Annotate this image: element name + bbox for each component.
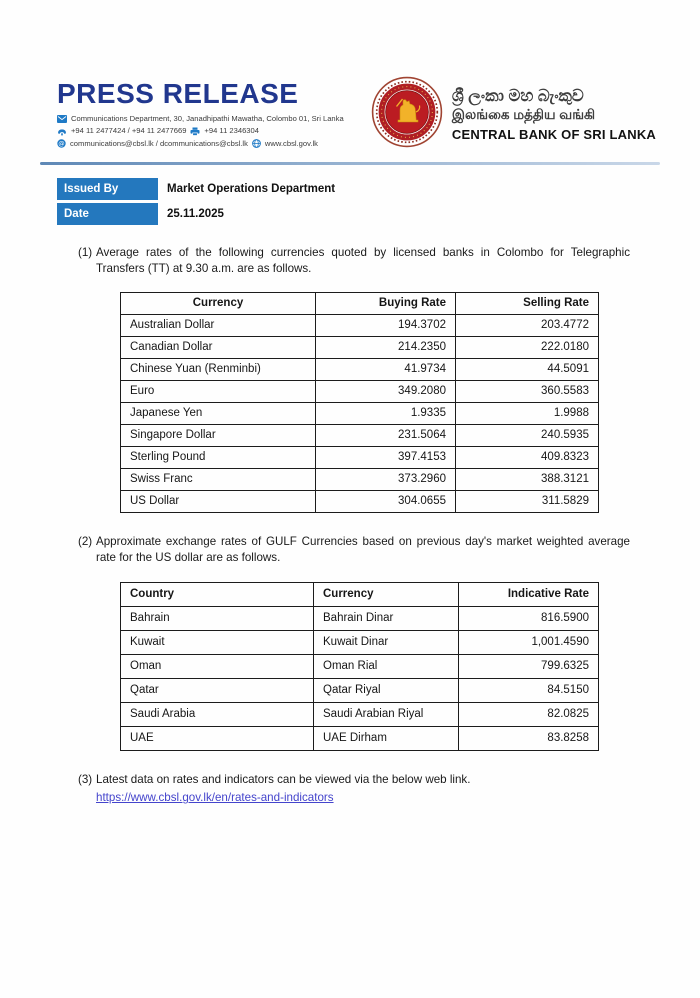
- table-cell: 82.0825: [459, 702, 599, 726]
- table-row: [121, 630, 599, 654]
- table-cell: Qatar Riyal: [314, 678, 459, 702]
- table-row: [121, 702, 599, 726]
- table-cell: 349.2080: [316, 380, 456, 402]
- issued-by-label: Issued By: [57, 178, 158, 200]
- table-cell: 311.5829: [456, 490, 599, 512]
- table-row: [121, 402, 599, 424]
- table-cell: Euro: [121, 380, 316, 402]
- table-row: [121, 726, 599, 750]
- table-cell: 1,001.4590: [459, 630, 599, 654]
- header-divider: [40, 162, 660, 165]
- table-cell: 1.9335: [316, 402, 456, 424]
- globe-icon: [252, 139, 261, 148]
- table-cell: Australian Dollar: [121, 314, 316, 336]
- contact-address-line: [57, 115, 344, 123]
- table-cell: 304.0655: [316, 490, 456, 512]
- table-cell: 214.2350: [316, 336, 456, 358]
- table-row: [121, 336, 599, 358]
- paragraph-3-number: (3): [78, 772, 93, 786]
- svg-text:@: @: [58, 140, 65, 148]
- column-header-currency: Currency: [121, 292, 316, 314]
- paragraph-2-text: Approximate exchange rates of GULF Currencies based on previous day's market weighted average rate for the US dollar are as follows.: [96, 534, 630, 565]
- table-cell: 360.5583: [456, 380, 599, 402]
- table-cell: 231.5064: [316, 424, 456, 446]
- bank-name-english: CENTRAL BANK OF SRI LANKA: [451, 126, 656, 142]
- table-cell: 240.5935: [456, 424, 599, 446]
- column-header-selling-rate: Selling Rate: [456, 292, 599, 314]
- table-cell: Bahrain: [121, 606, 314, 630]
- table-cell: Sterling Pound: [121, 446, 316, 468]
- table-cell: Saudi Arabia: [121, 702, 314, 726]
- paragraph-3-text: Latest data on rates and indicators can be viewed via the below web link.: [96, 772, 471, 786]
- table-header-row: [121, 292, 599, 314]
- table-row: [121, 468, 599, 490]
- contact-phones: +94 11 2477424 / +94 11 2477669: [71, 126, 187, 136]
- gulf-rates-table: [120, 582, 599, 751]
- meta-block: [57, 178, 700, 225]
- contact-address: Communications Department, 30, Janadhipathi Mawatha, Colombo 01, Sri Lanka: [71, 114, 344, 124]
- table-cell: 203.4772: [456, 314, 599, 336]
- tt-rates-table: [120, 292, 599, 513]
- table-cell: Bahrain Dinar: [314, 606, 459, 630]
- table-row: [121, 358, 599, 380]
- table-row: [121, 424, 599, 446]
- date-row: [57, 203, 700, 225]
- paragraph-1-text: Average rates of the following currencies quoted by licensed banks in Colombo for Telegraphic Transfers (TT) at 9.30 a.m. are as follows.: [96, 246, 630, 276]
- table-cell: Singapore Dollar: [121, 424, 316, 446]
- table-row: [121, 446, 599, 468]
- table-row: [121, 606, 599, 630]
- date-label: Date: [57, 203, 158, 225]
- email-at-icon: [57, 139, 66, 148]
- table-cell: US Dollar: [121, 490, 316, 512]
- paragraph-1-number: (1): [78, 246, 93, 259]
- contact-fax: +94 11 2346304: [204, 126, 259, 136]
- document-header: [0, 0, 700, 153]
- page-title: PRESS RELEASE: [57, 78, 299, 109]
- bank-name-sinhala: ශ්‍රී ලංකා මහ බැංකුව: [451, 86, 584, 105]
- table-cell: Saudi Arabian Riyal: [314, 702, 459, 726]
- contact-website: www.cbsl.gov.lk: [264, 138, 318, 148]
- table-cell: 83.8258: [459, 726, 599, 750]
- paragraph-1: [78, 245, 630, 278]
- table-cell: 409.8323: [456, 446, 599, 468]
- table-row: [121, 380, 599, 402]
- table-cell: UAE: [121, 726, 314, 750]
- table-cell: 1.9988: [456, 402, 599, 424]
- contact-web-line: [57, 139, 344, 148]
- table-cell: Oman Rial: [314, 654, 459, 678]
- table-cell: Oman: [121, 654, 314, 678]
- table-cell: Chinese Yuan (Renminbi): [121, 358, 316, 380]
- table-cell: 373.2960: [316, 468, 456, 490]
- bank-name-tamil: இலங்கை மத்திய வங்கி: [451, 107, 596, 122]
- printer-icon: [190, 127, 200, 136]
- bank-identity: [371, 76, 656, 153]
- table-cell: 388.3121: [456, 468, 599, 490]
- column-header-indicative-rate: Indicative Rate: [459, 582, 599, 606]
- table-cell: 41.9734: [316, 358, 456, 380]
- contact-block: [57, 115, 344, 148]
- table-cell: 84.5150: [459, 678, 599, 702]
- phone-icon: [57, 127, 67, 136]
- table-cell: UAE Dirham: [314, 726, 459, 750]
- table-row: [121, 490, 599, 512]
- table-row: [121, 678, 599, 702]
- paragraph-2-number: (2): [78, 534, 93, 548]
- table-cell: 799.6325: [459, 654, 599, 678]
- table-header-row: [121, 582, 599, 606]
- table-cell: Canadian Dollar: [121, 336, 316, 358]
- table-cell: 44.5091: [456, 358, 599, 380]
- paragraph-2: [78, 534, 630, 567]
- contact-emails: communications@cbsl.lk / dcommunications@cbsl.lk: [70, 138, 248, 148]
- issued-by-value: Market Operations Department: [167, 183, 336, 195]
- table-cell: Swiss Franc: [121, 468, 316, 490]
- table-cell: 222.0180: [456, 336, 599, 358]
- table-cell: Japanese Yen: [121, 402, 316, 424]
- table-cell: Kuwait Dinar: [314, 630, 459, 654]
- envelope-icon: [57, 115, 67, 123]
- paragraph-3: [78, 772, 630, 788]
- rates-indicators-link[interactable]: https://www.cbsl.gov.lk/en/rates-and-indicators: [96, 791, 334, 805]
- contact-phone-line: [57, 127, 344, 136]
- table-cell: Kuwait: [121, 630, 314, 654]
- issued-by-row: [57, 178, 700, 200]
- column-header-country: Country: [121, 582, 314, 606]
- table-cell: 816.5900: [459, 606, 599, 630]
- table-row: [121, 654, 599, 678]
- central-bank-seal-logo: [371, 76, 443, 153]
- date-value: 25.11.2025: [167, 208, 224, 220]
- table-cell: 194.3702: [316, 314, 456, 336]
- column-header-buying-rate: Buying Rate: [316, 292, 456, 314]
- table-cell: Qatar: [121, 678, 314, 702]
- table-row: [121, 314, 599, 336]
- table-cell: 397.4153: [316, 446, 456, 468]
- column-header-currency: Currency: [314, 582, 459, 606]
